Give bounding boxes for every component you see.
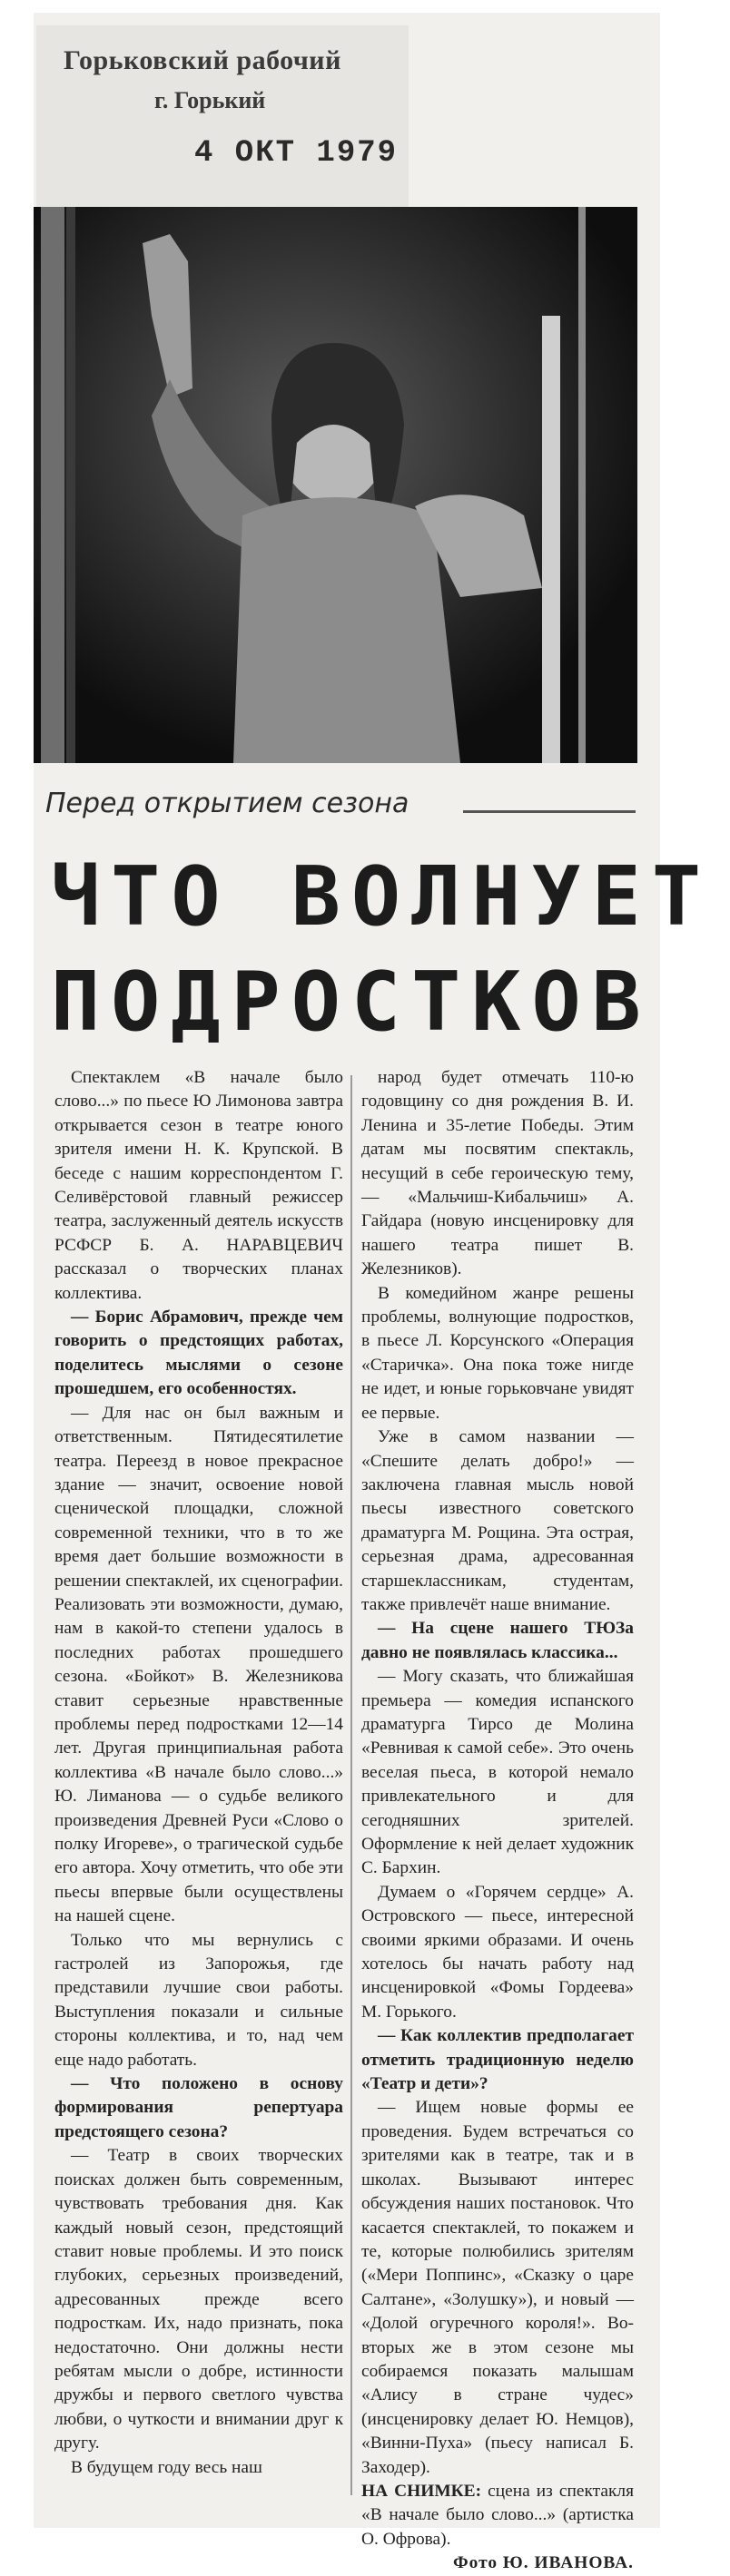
article-lead: Спектаклем «В начале было слово...» по пьесе Ю Лимонова завтра открывается сезон в театре юного зрителя имени Н. К. Крупской. В беседе с нашим корреспондентом Г. Селивёрстовой главный режиссер театра, заслуженный деятель искусств РСФСР Б. А. НАРАВЦЕВИЧ рассказал о творческих планах коллектива. <box>54 1068 343 1303</box>
article-paragraph: — Ищем новые формы ее проведения. Будем встречаться со зрителями как в театре, так и в школах. Вызывают интерес обсуждения наших постановок. Что касается спектаклей, то покажем и те, которые полюбились зрителям («Мери Поппинс», «Сказку о царе Салтане», «Золушку»), и новый — «Долой огуречного короля!». Во-вторых же в этом сезоне мы собираемся показать малышам «Алису в стране чудес» (инсценировку делает Ю. Немцов), «Винни-Пуха» (пьесу написал Б. Заходер). <box>361 2098 634 2477</box>
source-city: г. Горький <box>154 87 266 113</box>
article-paragraph: Только что мы вернулись с гастролей из Запорожья, где представили лучшие свои работы. Выступления показали и сильные стороны коллектива, и то, над чем еще надо работать. <box>54 1930 343 2070</box>
article-paragraph: В комедийном жанре решены проблемы, волнующие подростков, в пьесе Л. Корсунского «Операция «Старичка». Она пока тоже нигде не идет, и юные горьковчане увидят ее первые. <box>361 1283 634 1423</box>
caption-label: НА СНИМКЕ: <box>361 2481 482 2501</box>
article-paragraph: В будущем году весь наш <box>71 2457 262 2477</box>
article-photo <box>34 207 637 763</box>
column-divider <box>350 1075 352 2495</box>
article-kicker: Перед открытием сезона <box>45 788 409 819</box>
photo-caption <box>361 2480 634 2552</box>
headline-line-2: ПОДРОСТКОВ <box>51 955 652 1050</box>
article-paragraph: Уже в самом названии — «Спешите делать добро!» — заключена главная мысль новой пьесы известного советского драматурга М. Рощина. Эта острая, серьезная драма, адресованная старшеклассникам, студентам, также привлечёт наше внимание. <box>361 1427 634 1614</box>
interview-question: — На сцене нашего ТЮЗа давно не появлялась классика... <box>361 1619 634 1662</box>
interview-question: — Что положено в основу формирования репертуара предстоящего сезона? <box>54 2074 343 2141</box>
kicker-rule <box>463 810 636 813</box>
article-paragraph: Думаем о «Горячем сердце» А. Островского — пьесе, интересной своими яркими образами. И очень хотелось бы начать работу над инсценировкой «Фомы Гордеева» М. Горького. <box>361 1882 634 2022</box>
article-column-2 <box>361 1066 634 2576</box>
article-paragraph: народ будет отмечать 110-ю годовщину со дня рождения В. И. Ленина и 35-летие Победы. Этим датам мы посвятим спектакль, несущий в себе героическую тему, — «Мальчиш-Кибальчиш» А. Гайдара (новую инсценировку для нашего театра пишет В. Железников). <box>361 1068 634 1279</box>
source-newspaper-title: Горьковский рабочий <box>64 45 341 75</box>
article-paragraph: — Театр в своих творческих поисках должен быть современным, чувствовать требования дня. Как каждый новый сезон, предстоящий ставит новые проблемы. И это поиск глубоких, серьезных произведений, адресованных прежде всего подросткам. Их, надо признать, пока недостаточно. Они должны нести ребятам мысли о добре, истинности дружбы и первого светлого чувства любви, о чуткости и внимании друг к другу. <box>54 2146 343 2454</box>
caption-text: сцена из спектакля «В начале было слово...» (артистка О. Офрова). <box>361 2481 634 2549</box>
interview-question: — Как коллектив предполагает отметить традиционную неделю «Театр и дети»? <box>361 2026 634 2094</box>
photo-credit: Фото Ю. ИВАНОВА. <box>453 2553 634 2573</box>
article-column-1 <box>54 1066 343 2480</box>
photo-illustration <box>34 207 637 763</box>
article-paragraph: — Могу сказать, что ближайшая премьера — комедия испанского драматурга Тирсо де Молина «Ревнивая к самой себе». Это очень веселая пьеса, в которой немало привлекательного и для сегодняшних зрителей. Оформление к ней делает художник С. Бархин. <box>361 1667 634 1878</box>
interview-question: — Борис Абрамович, прежде чем говорить о предстоящих работах, поделитесь мыслями о сезоне прошедшем, его особенностях. <box>54 1308 343 1399</box>
headline-line-1: ЧТО ВОЛНУЕТ <box>51 849 713 945</box>
date-stamp: 4 ОКТ 1979 <box>194 136 399 171</box>
article-paragraph: — Для нас он был важным и ответственным. Пятидесятилетие театра. Переезд в новое прекрасное здание — значит, освоение новой сценической площадки, сложной современной техники, что в то же время дает большие возможности в решении спектаклей, их сценографии. Реализовать эти возможности, думаю, нам в какой-то степени удалось в последних работах прошедшего сезона. «Бойкот» В. Железникова ставит серьезные нравственные проблемы перед подростками 12—14 лет. Другая принципиальная работа коллектива «В начале было слово...» Ю. Лиманова — о судьбе великого произведения Древней Руси «Слово о полку Игореве», о трагической судьбе его автора. Хочу отметить, что обе эти пьесы впервые были осуществлены на нашей сцене. <box>54 1403 343 1926</box>
